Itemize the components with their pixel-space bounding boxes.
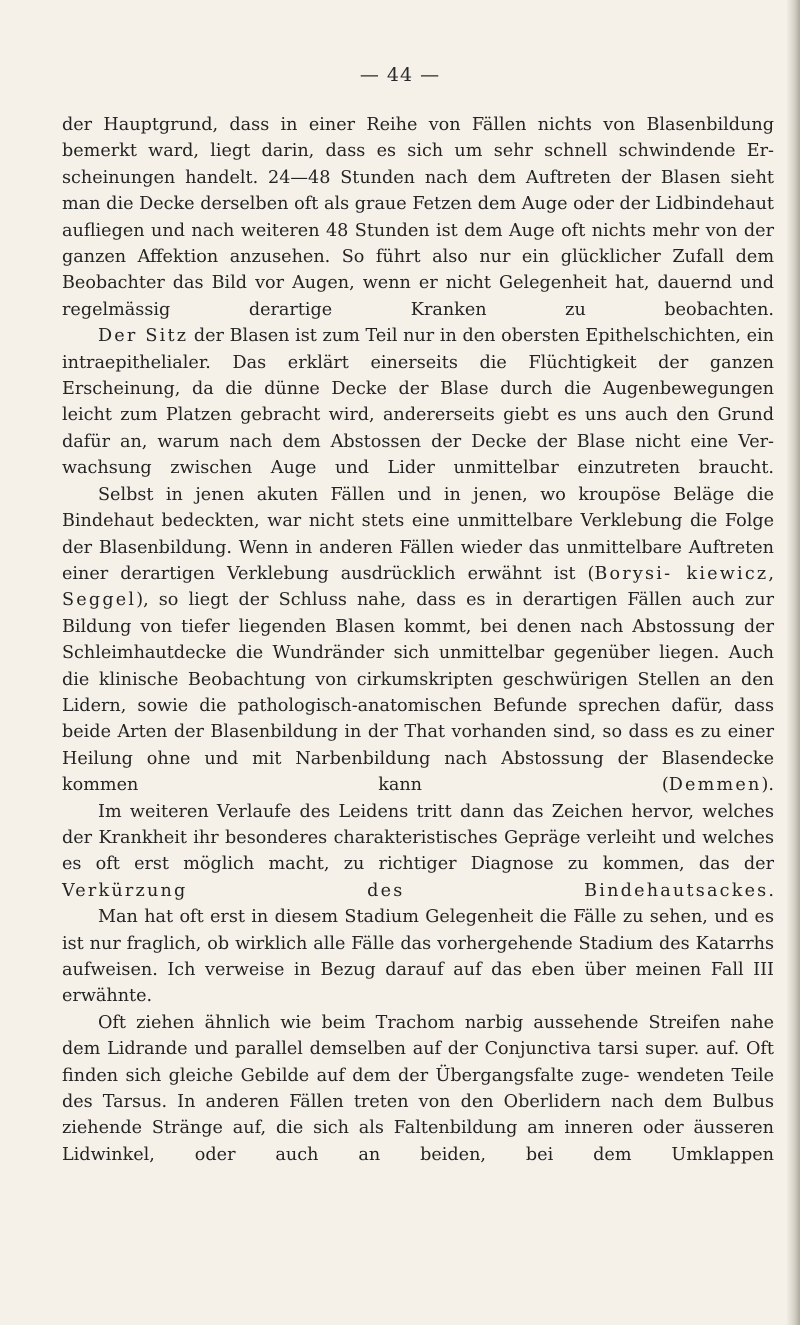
author-name: Demmen <box>668 775 762 796</box>
paragraph-4 <box>62 799 774 905</box>
body-text <box>62 112 774 1168</box>
paragraph-text: Selbst in jenen akuten Fällen und in jenen, wo kroupöse Beläge die Bindehaut bedeckten, war nicht stets eine unmittelbare Verklebung die Folge der Blasenbildung. Wenn in anderen Fällen wieder das unmittelbare Auftreten einer derartigen Verklebung ausdrücklich erwähnt ist ( <box>62 484 774 584</box>
paragraph-6 <box>62 1010 774 1168</box>
paragraph-text: Oft ziehen ähnlich wie beim Trachom narbig aussehende Streifen nahe dem Lidrande und parallel demselben auf der Conjunctiva tarsi super. auf. Oft finden sich gleiche Gebilde auf dem der Übergangsfalte zuge- wendeten Teile des Tarsus. In anderen Fällen treten von den Oberlidern nach dem Bulbus ziehende Stränge auf, die sich als Faltenbildung am inneren oder äusseren Lidwinkel, oder auch an beiden, bei dem Umklappen <box>62 1012 774 1165</box>
emphasized-term: Verkürzung des Bindehautsackes <box>62 880 769 901</box>
paragraph-2 <box>62 323 774 481</box>
paragraph-text: Man hat oft erst in diesem Stadium Gelegenheit die Fälle zu sehen, und es ist nur fraglich, ob wirklich alle Fälle das vorhergehende Stadium des Katarrhs aufweisen. Ich verweise in Bezug darauf auf das eben über meinen Fall III erwähnte. <box>62 907 774 1007</box>
paragraph-text: ). <box>761 775 774 796</box>
paragraph-text: Im weiteren Verlaufe des Leidens tritt dann das Zeichen hervor, welches der Krankheit ihr besonderes charakteristisches Gepräge verleiht und welches es oft erst möglich macht, zu richtiger Diagnose zu kommen, das der <box>62 801 774 875</box>
paragraph-text: , <box>768 563 774 584</box>
paragraph-text: der Blasen ist zum Teil nur in den obersten Epithelschichten, ein intraepithelialer. Das erklärt einerseits die Flüchtigkeit der ganzen Erscheinung, da die dünne Decke der Blase durch die Augenbewegungen leicht zum Platzen gebracht wird, andererseits giebt es uns auch den Grund dafür an, warum nach dem Abstossen der Decke der Blase nicht eine Ver- wachsung zwischen Auge und Lider unmittelbar einzutreten braucht. <box>62 326 774 479</box>
page-number: — 44 — <box>359 64 441 86</box>
page-edge-shadow <box>786 0 800 1325</box>
author-name: Seggel <box>62 590 137 611</box>
paragraph-1 <box>62 112 774 323</box>
paragraph-text: ), so liegt der Schluss nahe, dass es in derartigen Fällen auch zur Bildung von tiefer liegenden Blasen kommt, bei denen nach Abstossung der Schleimhautdecke die Wundränder sich unmittelbar gegenüber liegen. Auch die klinische Beobachtung von cirkumskripten geschwürigen Stellen an den Lidern, sowie die pathologisch-anatomischen Befunde sprechen dafür, dass beide Arten der Blasenbildung in der That vorhanden sind, so dass es zu einer Heilung ohne und mit Narbenbildung nach Abstossung der Blasendecke kommen kann ( <box>62 590 774 796</box>
paragraph-text: . <box>768 880 774 901</box>
author-name: Borysi- kiewicz <box>594 563 769 584</box>
emphasized-term: Der Sitz <box>98 326 189 347</box>
paragraph-5 <box>62 904 774 1010</box>
paragraph-3 <box>62 482 774 799</box>
paragraph-text: der Hauptgrund, dass in einer Reihe von Fällen nichts von Blasenbildung bemerkt ward, liegt darin, dass es sich um sehr schnell schwindende Er- scheinungen handelt. 24—48 Stunden nach dem Auftreten der Blasen sieht man die Decke derselben oft als graue Fetzen dem Auge oder der Lidbindehaut aufliegen und nach weiteren 48 Stunden ist dem Auge oft nichts mehr von der ganzen Affektion anzusehen. So führt also nur ein glücklicher Zufall dem Beobachter das Bild vor Augen, wenn er nicht Gelegenheit hat, dauernd und regelmässig derartige Kranken zu beobachten. <box>62 115 774 320</box>
